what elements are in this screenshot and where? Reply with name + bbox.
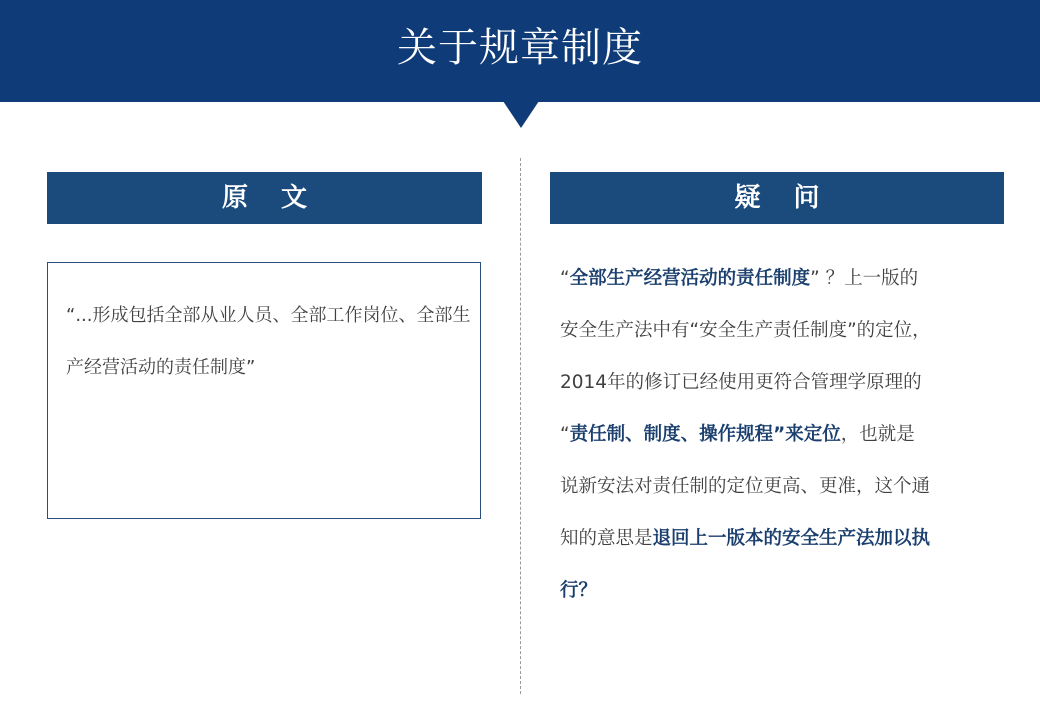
question-line [560,461,1000,513]
body-text: 安全生产法中有“安全生产责任制度”的定位， [560,320,931,341]
question-text [560,253,1000,617]
question-line [560,513,1000,565]
original-text-heading: 原 文 [47,172,482,224]
question-line [560,565,1000,617]
highlighted-text: 责任制、制度、操作规程”来定位 [569,424,841,445]
body-text: “ [560,268,570,289]
body-text: 2014年的修订已经使用更符合管理学原理的 [560,372,922,393]
original-text-quote: “...形成包括全部从业人员、全部工作岗位、全部生产经营活动的责任制度” [66,305,471,378]
question-line [560,305,1000,357]
question-heading: 疑 问 [550,172,1004,224]
highlighted-text: 行？ [560,580,598,601]
body-text: 说新安法对责任制的定位更高、更准，这个通 [560,476,931,497]
body-text: 知的意思是 [560,528,653,549]
body-text: “ [560,424,570,445]
question-line [560,253,1000,305]
highlighted-text: 全部生产经营活动的责任制度 [569,268,811,289]
original-text-box [47,262,481,519]
question-line [560,409,1000,461]
banner-pointer [503,101,539,128]
question-line [560,357,1000,409]
body-text: ，也就是 [840,424,915,445]
highlighted-text: 退回上一版本的安全生产法加以执 [652,528,931,549]
center-divider [520,158,521,694]
body-text: ” ？上一版的 [810,268,919,289]
page-title: 关于规章制度 [397,25,643,71]
